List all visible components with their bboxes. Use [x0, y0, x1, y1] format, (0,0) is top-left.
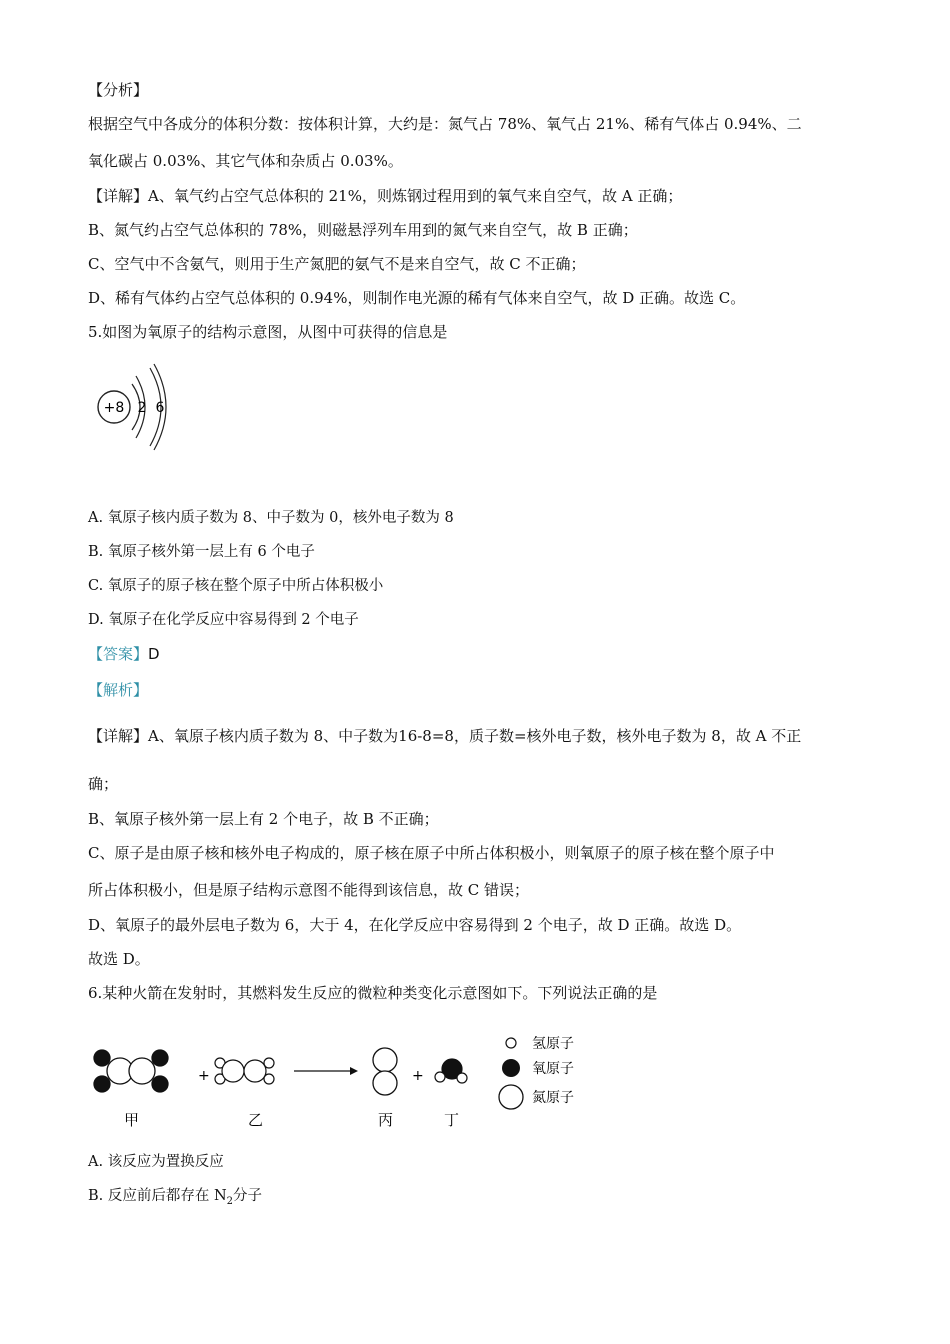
molecule-yi — [215, 1058, 274, 1084]
q6-option-b-subscript: 2 — [226, 1195, 234, 1207]
q5-detail-line: 确； — [88, 775, 119, 793]
q5-detail-line: 【详解】A、氧原子核内质子数为 8、中子数为16-8=8，质子数=核外电子数，核外电子数为 8，故 A 不正 — [88, 727, 802, 745]
q5-detail-line: 所占体积极小，但是原子结构示意图不能得到该信息，故 C 错误； — [88, 881, 530, 899]
label-jia: 甲 — [124, 1111, 140, 1129]
molecule-bing — [373, 1048, 397, 1095]
q6-option-b-prefix: B. 反应前后都存在 N — [88, 1188, 227, 1204]
question-5-stem: 5.如图为氧原子的结构示意图，从图中可获得的信息是 — [88, 323, 448, 341]
q5-detail-line: B、氧原子核外第一层上有 2 个电子，故 B 不正确； — [88, 810, 439, 828]
detail-line: C、空气中不含氨气，则用于生产氮肥的氨气不是来自空气，故 C 不正确； — [88, 255, 586, 273]
molecule-ding — [435, 1059, 467, 1083]
explanation-label: 【解析】 — [88, 681, 149, 699]
legend-oxygen: 氧原子 — [532, 1061, 574, 1077]
q6-option-b-suffix: 分子 — [233, 1188, 263, 1204]
nucleus-charge: +8 — [103, 400, 125, 416]
hydrogen-legend-icon — [506, 1038, 516, 1048]
oxygen-legend-icon — [502, 1059, 520, 1077]
legend-hydrogen: 氢原子 — [532, 1036, 574, 1052]
shell-1-electrons: 2 — [137, 400, 147, 416]
answer-value: D — [148, 645, 160, 663]
arrow-head — [350, 1067, 358, 1075]
detail-line: B、氮气约占空气总体积的 78%，则磁悬浮列车用到的氮气来自空气，故 B 正确； — [88, 221, 638, 239]
question-6-stem: 6.某种火箭在发射时，其燃料发生反应的微粒种类变化示意图如下。下列说法正确的是 — [88, 984, 658, 1002]
reaction-diagram — [88, 1036, 598, 1136]
analysis-text-line-2: 氧化碳占 0.03%、其它气体和杂质占 0.03%。 — [88, 152, 403, 170]
shell-2-electrons: 6 — [155, 400, 165, 416]
q6-option-b — [88, 1186, 262, 1212]
option-c: C. 氧原子的原子核在整个原子中所占体积极小 — [88, 578, 384, 594]
label-ding: 丁 — [444, 1111, 460, 1129]
answer-label: 【答案】 — [88, 645, 149, 663]
option-a: A. 氧原子核内质子数为 8、中子数为 0，核外电子数为 8 — [88, 510, 454, 526]
option-b: B. 氧原子核外第一层上有 6 个电子 — [88, 544, 315, 560]
oxygen-atom-diagram — [92, 362, 172, 452]
legend-nitrogen: 氮原子 — [532, 1090, 574, 1106]
q5-detail-line: C、原子是由原子核和核外电子构成的，原子核在原子中所占体积极小，则氧原子的原子核在整个原子中 — [88, 844, 775, 862]
analysis-text-line-1: 根据空气中各成分的体积分数：按体积计算，大约是：氮气占 78%、氧气占 21%、稀有气体占 0.94%、二 — [88, 115, 802, 133]
q5-detail-line: 故选 D。 — [88, 950, 150, 968]
option-d: D. 氧原子在化学反应中容易得到 2 个电子 — [88, 612, 359, 628]
plus-sign: + — [198, 1068, 210, 1084]
label-bing: 丙 — [378, 1111, 394, 1129]
molecule-jia — [94, 1050, 168, 1092]
nitrogen-legend-icon — [499, 1085, 523, 1109]
q6-option-a: A. 该反应为置换反应 — [88, 1154, 224, 1170]
q5-detail-line: D、氧原子的最外层电子数为 6，大于 4，在化学反应中容易得到 2 个电子，故 D 正确。故选 D。 — [88, 916, 742, 934]
plus-sign: + — [412, 1068, 424, 1084]
legend — [499, 1036, 574, 1109]
answer-line — [88, 644, 160, 664]
label-yi: 乙 — [248, 1111, 264, 1129]
analysis-label: 【分析】 — [88, 81, 149, 99]
detail-line: 【详解】A、氧气约占空气总体积的 21%，则炼钢过程用到的氧气来自空气，故 A 正确； — [88, 187, 683, 205]
detail-line: D、稀有气体约占空气总体积的 0.94%，则制作电光源的稀有气体来自空气，故 D 正确。故选 C。 — [88, 289, 746, 307]
